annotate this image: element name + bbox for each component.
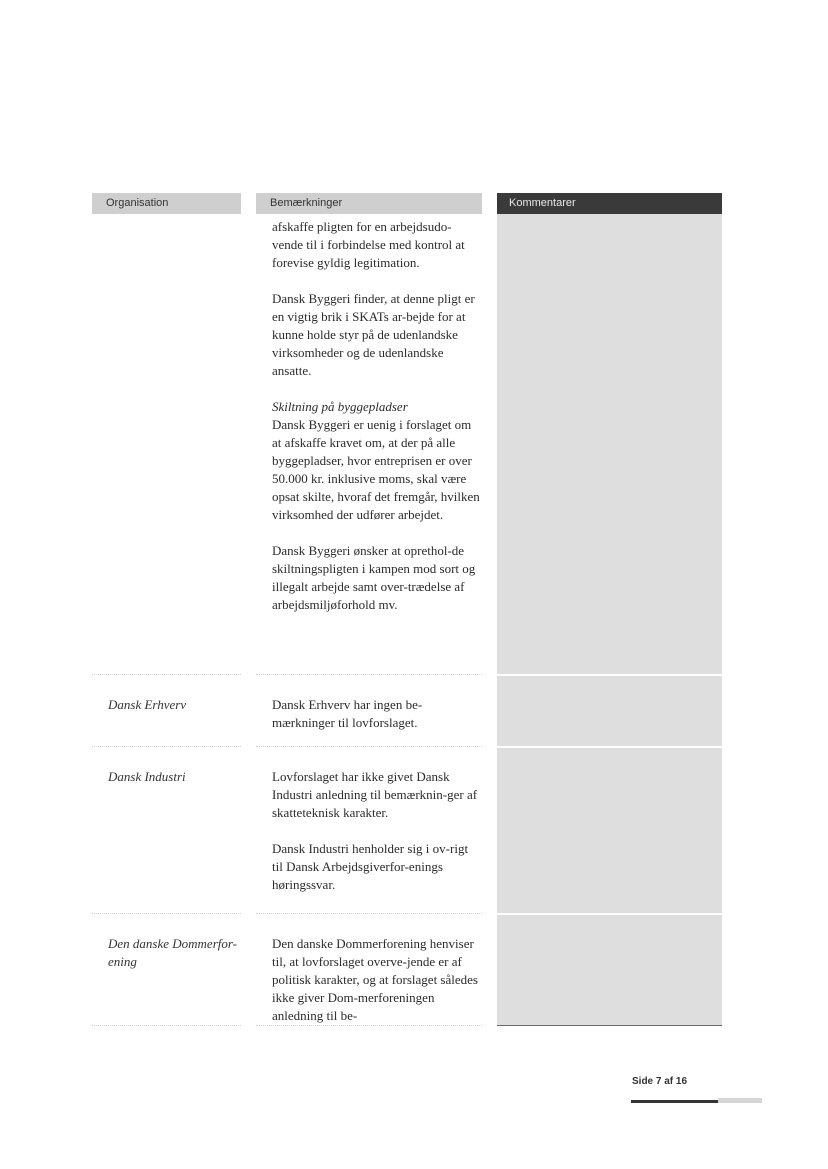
comment-cell-row-2	[497, 676, 722, 746]
row-divider	[92, 913, 241, 914]
remark-paragraph: Lovforslaget har ikke givet Dansk Industri anledning til bemærknin-ger af skatteteknisk karakter.	[272, 769, 478, 820]
organisation-name: Dansk Industri	[108, 769, 186, 784]
column-header-kommentarer: Kommentarer	[497, 193, 722, 214]
remark-paragraph: Dansk Industri henholder sig i ov-rigt til Dansk Arbejdsgiverfor-enings høringssvar.	[272, 841, 469, 892]
remark-paragraph: Dansk Byggeri ønsker at oprethol-de skiltningspligten i kampen mod sort og illegalt arbejde samt over-trædelse af arbejdsmiljøforhold mv.	[272, 543, 476, 612]
remark-row-2	[272, 696, 480, 732]
remark-subheading: Skiltning på byggepladser	[272, 399, 408, 414]
table-bottom-divider	[92, 1025, 241, 1026]
row-divider	[256, 746, 482, 747]
remark-paragraph: afskaffe pligten for en arbejdsudo-vende til i forbindelse med kontrol at forevise gyldig legitimation.	[272, 219, 465, 270]
remark-row-1	[272, 218, 480, 614]
comment-cell-row-4	[497, 915, 722, 1025]
table-bottom-divider	[497, 1025, 722, 1026]
comment-cell-row-1	[497, 214, 722, 674]
remark-paragraph: Dansk Byggeri finder, at denne pligt er en vigtig brik i SKATs ar-bejde for at kunne holde styr på de udenlandske virksomheder og de udenlandske ansatte.	[272, 291, 475, 378]
page-number: Side 7 af 16	[632, 1076, 688, 1087]
row-divider	[92, 746, 241, 747]
page-progress-bar	[631, 1100, 718, 1103]
column-header-organisation: Organisation	[92, 193, 241, 214]
row-divider	[92, 674, 241, 675]
remark-paragraph: Den danske Dommerforening henviser til, at lovforslaget overve-jende er af politisk karakter, og at forslaget således ikke giver Dom-merforeningen anledning til be-	[272, 936, 478, 1023]
column-header-bemaerkninger: Bemærkninger	[256, 193, 482, 214]
organisation-name: Dansk Erhverv	[108, 697, 187, 712]
page-progress-bar-remaining	[718, 1098, 762, 1103]
table-bottom-divider	[256, 1025, 482, 1026]
row-divider	[256, 913, 482, 914]
comment-cell-row-3	[497, 748, 722, 913]
row-divider	[256, 674, 482, 675]
remark-paragraph: Dansk Byggeri er uenig i forslaget om at afskaffe kravet om, at der på alle byggepladser, hvor entreprisen er over 50.000 kr. inklusive moms, skal være opsat skilte, hvoraf det fremgår, hvilken virksomhed der udfører arbejdet.	[272, 417, 480, 522]
organisation-name: Den danske Dommerfor-ening	[108, 936, 237, 969]
remark-row-4	[272, 935, 480, 1025]
remark-paragraph: Dansk Erhverv har ingen be-mærkninger til lovforslaget.	[272, 697, 423, 730]
remark-row-3	[272, 768, 480, 894]
